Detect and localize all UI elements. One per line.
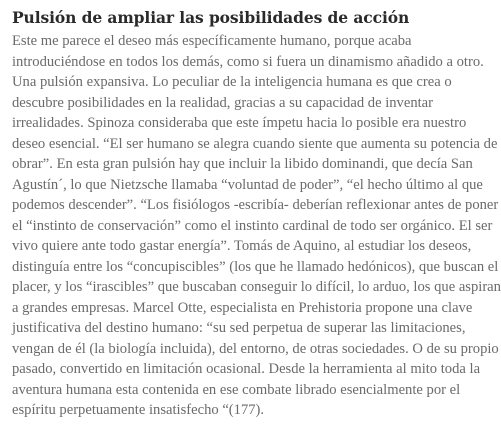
- paragraph-line: deseo esencial. “El ser humano se alegra cuando siente que aumenta su potencia de: [12, 135, 498, 152]
- paragraph-line: justificativa del destino humano: “su sed perpetua de superar las limitaciones,: [12, 320, 466, 336]
- paragraph-line: vivo quiere ante todo gastar energía”. Tomás de Aquino, al estudiar los deseos,: [12, 238, 472, 254]
- paragraph-line: Este me parece el deseo más específicamente humano, porque acaba: [12, 33, 412, 49]
- paragraph-line: Agustín´, lo que Nietzsche llamaba “voluntad de poder”, “el hecho último al que: [12, 176, 483, 193]
- paragraph-line: Una pulsión expansiva. Lo peculiar de la inteligencia humana es que crea o: [12, 74, 452, 90]
- paragraph-line: obrar”. En esta gran pulsión hay que incluir la libido dominandi, que decía San: [12, 156, 473, 172]
- document-page: [12, 6, 501, 421]
- paragraph-line: descubre posibilidades en la realidad, gracias a su capacidad de inventar: [12, 94, 434, 111]
- paragraph-line: espíritu perpetuamente insatisfecho “(177).: [12, 402, 265, 418]
- body-paragraph: [12, 31, 501, 421]
- paragraph-line: pasado, convertido en limitación ocasional. Desde la herramienta al mito toda la: [12, 361, 481, 377]
- paragraph-line: a grandes empresas. Marcel Otte, especialista en Prehistoria propone una clave: [12, 299, 473, 316]
- section-title: Pulsión de ampliar las posibilidades de acción: [12, 8, 410, 27]
- paragraph-line: irrealidades. Spinoza consideraba que este ímpetu hacia lo posible era nuestro: [12, 115, 467, 131]
- paragraph-line: vengan de él (la biología incluida), del entorno, de otras sociedades. O de su propio: [12, 340, 499, 357]
- paragraph-line: distinguía entre los “concupiscibles” (los que he llamado hedónicos), que buscan el: [12, 258, 499, 275]
- paragraph-line: placer, y los “irascibles” que buscaban conseguir lo difícil, lo arduo, los que aspiran: [12, 279, 501, 295]
- paragraph-line: podemos descender”. “Los fisiólogos -escribía- deberían reflexionar antes de poner: [12, 197, 499, 213]
- paragraph-line: introduciéndose en todos los demás, como si fuera un dinamismo añadido a otro.: [12, 53, 484, 70]
- paragraph-line: aventura humana esta contenida en ese combate librado esencialmente por el: [12, 381, 461, 398]
- paragraph-line: el “instinto de conservación” como el instinto cardinal de todo ser orgánico. El ser: [12, 217, 493, 234]
